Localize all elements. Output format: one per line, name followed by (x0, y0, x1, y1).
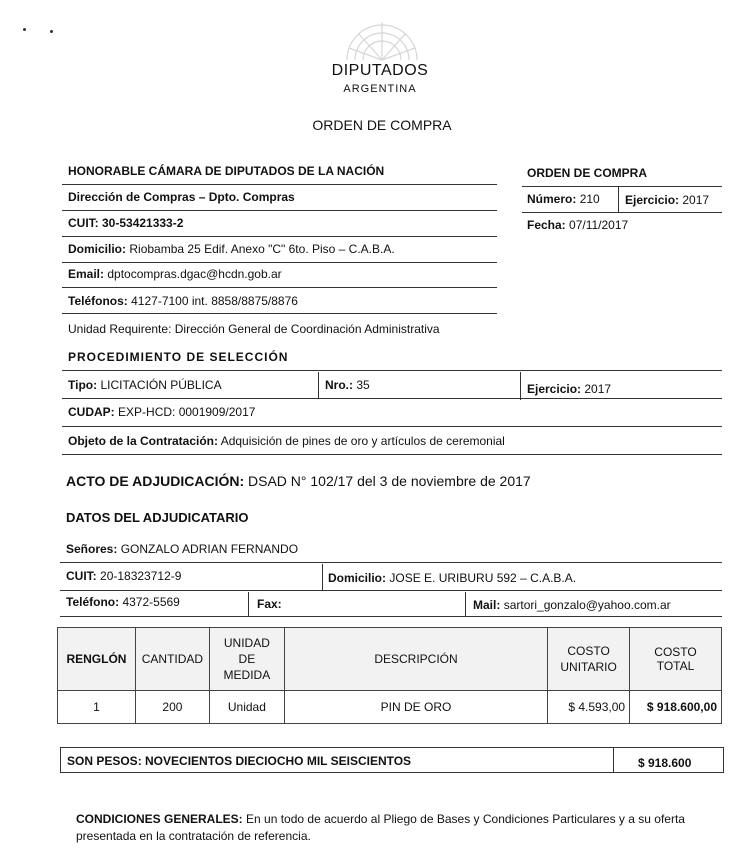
award-act (66, 473, 531, 489)
award-label: ACTO DE ADJUDICACIÓN: (66, 473, 245, 489)
order-heading: ORDEN DE COMPRA (527, 166, 648, 180)
items-table (57, 627, 722, 724)
procedure-ejercicio-label: Ejercicio: (527, 382, 582, 396)
supplier-mail-value: sartori_gonzalo@yahoo.com.ar (503, 598, 671, 612)
conditions-line2: presentada en la contratación de referencia. (76, 829, 311, 843)
cell-cantidad: 200 (135, 691, 209, 724)
cell-unidad: Unidad (209, 691, 284, 724)
supplier-senores (66, 542, 298, 556)
cell-descripcion: PIN DE ORO (284, 691, 547, 724)
procedure-objeto (68, 434, 505, 448)
supplier-domicilio (328, 571, 576, 585)
procedure-nro (325, 378, 370, 392)
procedure-tipo-value: LICITACIÓN PÚBLICA (100, 378, 222, 392)
institution-country: ARGENTINA (343, 83, 417, 95)
buyer-cuit: CUIT: 30-53421333-2 (68, 216, 184, 230)
buyer-telefonos-value: 4127-7100 int. 8858/8875/8876 (131, 294, 298, 308)
order-numero (527, 192, 600, 206)
order-fecha-label: Fecha: (527, 218, 566, 232)
cell-renglon: 1 (58, 691, 136, 724)
order-numero-label: Número: (527, 192, 577, 206)
supplier-cuit (66, 569, 181, 583)
procedure-tipo (68, 378, 222, 392)
col-header-costo-total: COSTO TOTAL (630, 628, 722, 691)
buyer-email-label: Email: (68, 267, 105, 281)
award-text: DSAD N° 102/17 del 3 de noviembre de 2017 (248, 473, 531, 489)
order-numero-value: 210 (579, 192, 600, 206)
supplier-telefono (66, 595, 180, 609)
col-header-cantidad: CANTIDAD (135, 628, 209, 691)
supplier-cuit-value: 20-18323712-9 (100, 569, 182, 583)
conditions-line1 (76, 812, 685, 826)
buyer-email (68, 267, 282, 281)
supplier-heading: DATOS DEL ADJUDICATARIO (66, 510, 249, 525)
procedure-cudap-value: EXP-HCD: 0001909/2017 (118, 405, 256, 419)
supplier-telefono-label: Teléfono: (66, 595, 120, 609)
procedure-nro-value: 35 (356, 378, 370, 392)
supplier-domicilio-label: Domicilio: (328, 571, 387, 585)
procedure-cudap-label: CUDAP: (68, 405, 115, 419)
supplier-telefono-value: 4372-5569 (122, 595, 180, 609)
scan-speck (50, 30, 53, 33)
supplier-senores-value: GONZALO ADRIAN FERNANDO (120, 542, 299, 556)
supplier-fax-label: Fax: (257, 597, 282, 611)
table-row (58, 691, 722, 724)
procedure-tipo-label: Tipo: (68, 378, 98, 392)
buyer-unidad (68, 322, 440, 336)
col-header-unidad: UNIDAD DE MEDIDA (209, 628, 284, 691)
institution-name: DIPUTADOS (331, 62, 429, 79)
congress-seal-icon (339, 12, 425, 62)
procedure-cudap (68, 405, 255, 419)
procedure-heading: PROCEDIMIENTO DE SELECCIÓN (68, 350, 289, 364)
order-ejercicio-label: Ejercicio: (625, 193, 680, 207)
buyer-telefonos-label: Teléfonos: (68, 294, 128, 308)
cell-costo-total: $ 918.600,00 (630, 691, 722, 724)
cell-costo-unitario: $ 4.593,00 (548, 691, 630, 724)
procedure-ejercicio (527, 382, 611, 396)
conditions-text: En un todo de acuerdo al Pliego de Bases y Condiciones Particulares y a su oferta (246, 812, 685, 826)
buyer-unidad-label: Unidad Requirente: (68, 322, 172, 336)
order-fecha (527, 218, 628, 232)
document-title: ORDEN DE COMPRA (312, 117, 452, 133)
supplier-mail-label: Mail: (473, 598, 501, 612)
total-amount: $ 918.600 (638, 756, 692, 770)
buyer-unidad-value: Dirección General de Coordinación Administrativa (174, 322, 440, 336)
order-fecha-value: 07/11/2017 (569, 218, 629, 232)
supplier-cuit-label: CUIT: (66, 569, 97, 583)
procedure-ejercicio-value: 2017 (584, 382, 612, 396)
buyer-name: HONORABLE CÁMARA DE DIPUTADOS DE LA NACIÓN (68, 164, 385, 178)
supplier-senores-label: Señores: (66, 542, 118, 556)
items-table-header (58, 628, 722, 691)
procedure-nro-label: Nro.: (325, 378, 353, 392)
supplier-mail (473, 598, 671, 612)
buyer-email-value: dptocompras.dgac@hcdn.gob.ar (107, 267, 282, 281)
procedure-objeto-value: Adquisición de pines de oro y artículos de ceremonial (220, 434, 505, 448)
col-header-descripcion: DESCRIPCIÓN (284, 628, 547, 691)
col-header-renglon: RENGLÓN (58, 628, 136, 691)
conditions-label: CONDICIONES GENERALES: (76, 812, 243, 826)
buyer-domicilio-value: Riobamba 25 Edif. Anexo "C" 6to. Piso – C.A.B.A. (129, 242, 395, 256)
buyer-telefonos (68, 294, 298, 308)
supplier-domicilio-value: JOSE E. URIBURU 592 – C.A.B.A. (389, 571, 577, 585)
buyer-domicilio-label: Domicilio: (68, 242, 127, 256)
order-ejercicio-value: 2017 (682, 193, 710, 207)
buyer-domicilio (68, 242, 395, 256)
total-in-words: SON PESOS: NOVECIENTOS DIECIOCHO MIL SEISCIENTOS (67, 754, 412, 768)
buyer-department: Dirección de Compras – Dpto. Compras (68, 190, 295, 204)
scan-speck (23, 28, 26, 31)
order-ejercicio (625, 193, 709, 207)
procedure-objeto-label: Objeto de la Contratación: (68, 434, 219, 448)
col-header-costo-unitario: COSTO UNITARIO (548, 628, 630, 691)
